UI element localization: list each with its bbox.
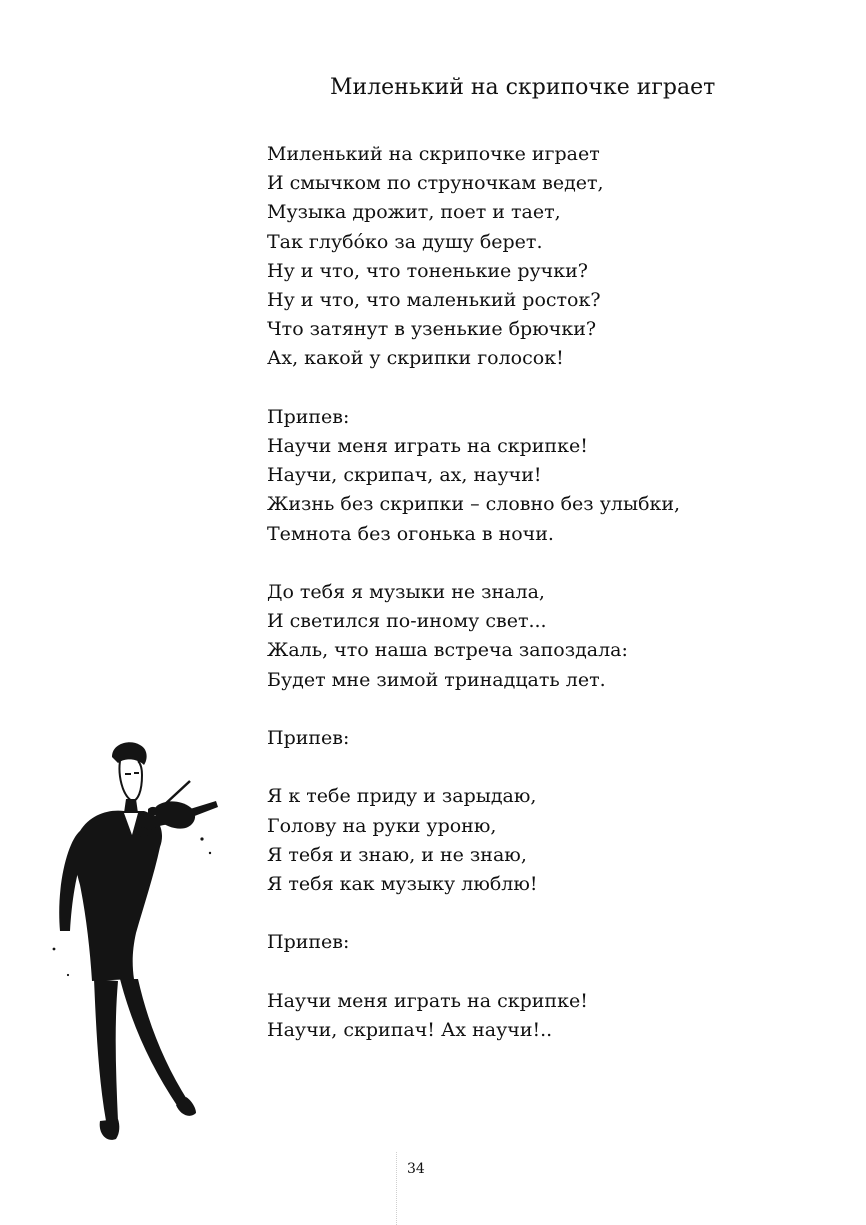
poem-line: Я тебя как музыку люблю! [267, 873, 538, 896]
poem-line: Научи, скрипач! Ах научи!.. [267, 1019, 553, 1041]
poem-line: Миленький на скрипочке играет [267, 143, 600, 165]
poem-line: Я к тебе приду и зарыдаю, [267, 785, 537, 808]
poem-line: Темнота без огонька в ночи. [267, 522, 554, 545]
poem-line: Жизнь без скрипки – словно без улыбки, [267, 493, 681, 516]
poem-line: Жаль, что наша встреча запоздала: [267, 639, 628, 662]
poem-line: До тебя я музыки не знала, [267, 581, 545, 604]
poem-line: Что затянут в узенькие брючки? [267, 318, 597, 341]
poem-line: Голову на руки уроню, [267, 814, 497, 837]
chorus-label: Припев: [267, 931, 350, 954]
poem-line: Ну и что, что тоненькие ручки? [267, 259, 588, 282]
poem-line: Ну и что, что маленький росток? [267, 289, 601, 312]
poem-line: Так глубо́ко за душу берет. [267, 230, 543, 253]
poem-line: Ах, какой у скрипки голосок! [267, 347, 564, 370]
poem-line: Я тебя и знаю, и не знаю, [267, 843, 527, 866]
poem-line: Музыка дрожит, поет и тает, [267, 201, 561, 224]
poem-line: Будет мне зимой тринадцать лет. [267, 668, 606, 691]
page-number: 34 [407, 1161, 425, 1177]
chorus-label: Припев: [267, 405, 350, 428]
stanza-gap [267, 695, 827, 724]
stanza-gap [267, 549, 827, 578]
stanza-gap [267, 374, 827, 403]
stanza-gap [267, 958, 827, 987]
stanza-gap [267, 753, 827, 782]
page-divider [396, 1152, 397, 1225]
poem-line: Научи меня играть на скрипке! [267, 435, 588, 458]
poem-title: Миленький на скрипочке играет [330, 75, 716, 100]
poem-line: Научи, скрипач, ах, научи! [267, 464, 542, 487]
violinist-figure-icon [40, 735, 230, 1155]
poem-line: И светился по-иному свет... [267, 610, 547, 633]
chorus-label: Припев: [267, 727, 350, 750]
poem-body [267, 140, 827, 1045]
poem-line: Научи меня играть на скрипке! [267, 989, 588, 1012]
poem-line: И смычком по струночкам ведет, [267, 172, 604, 195]
stanza-gap [267, 899, 827, 928]
